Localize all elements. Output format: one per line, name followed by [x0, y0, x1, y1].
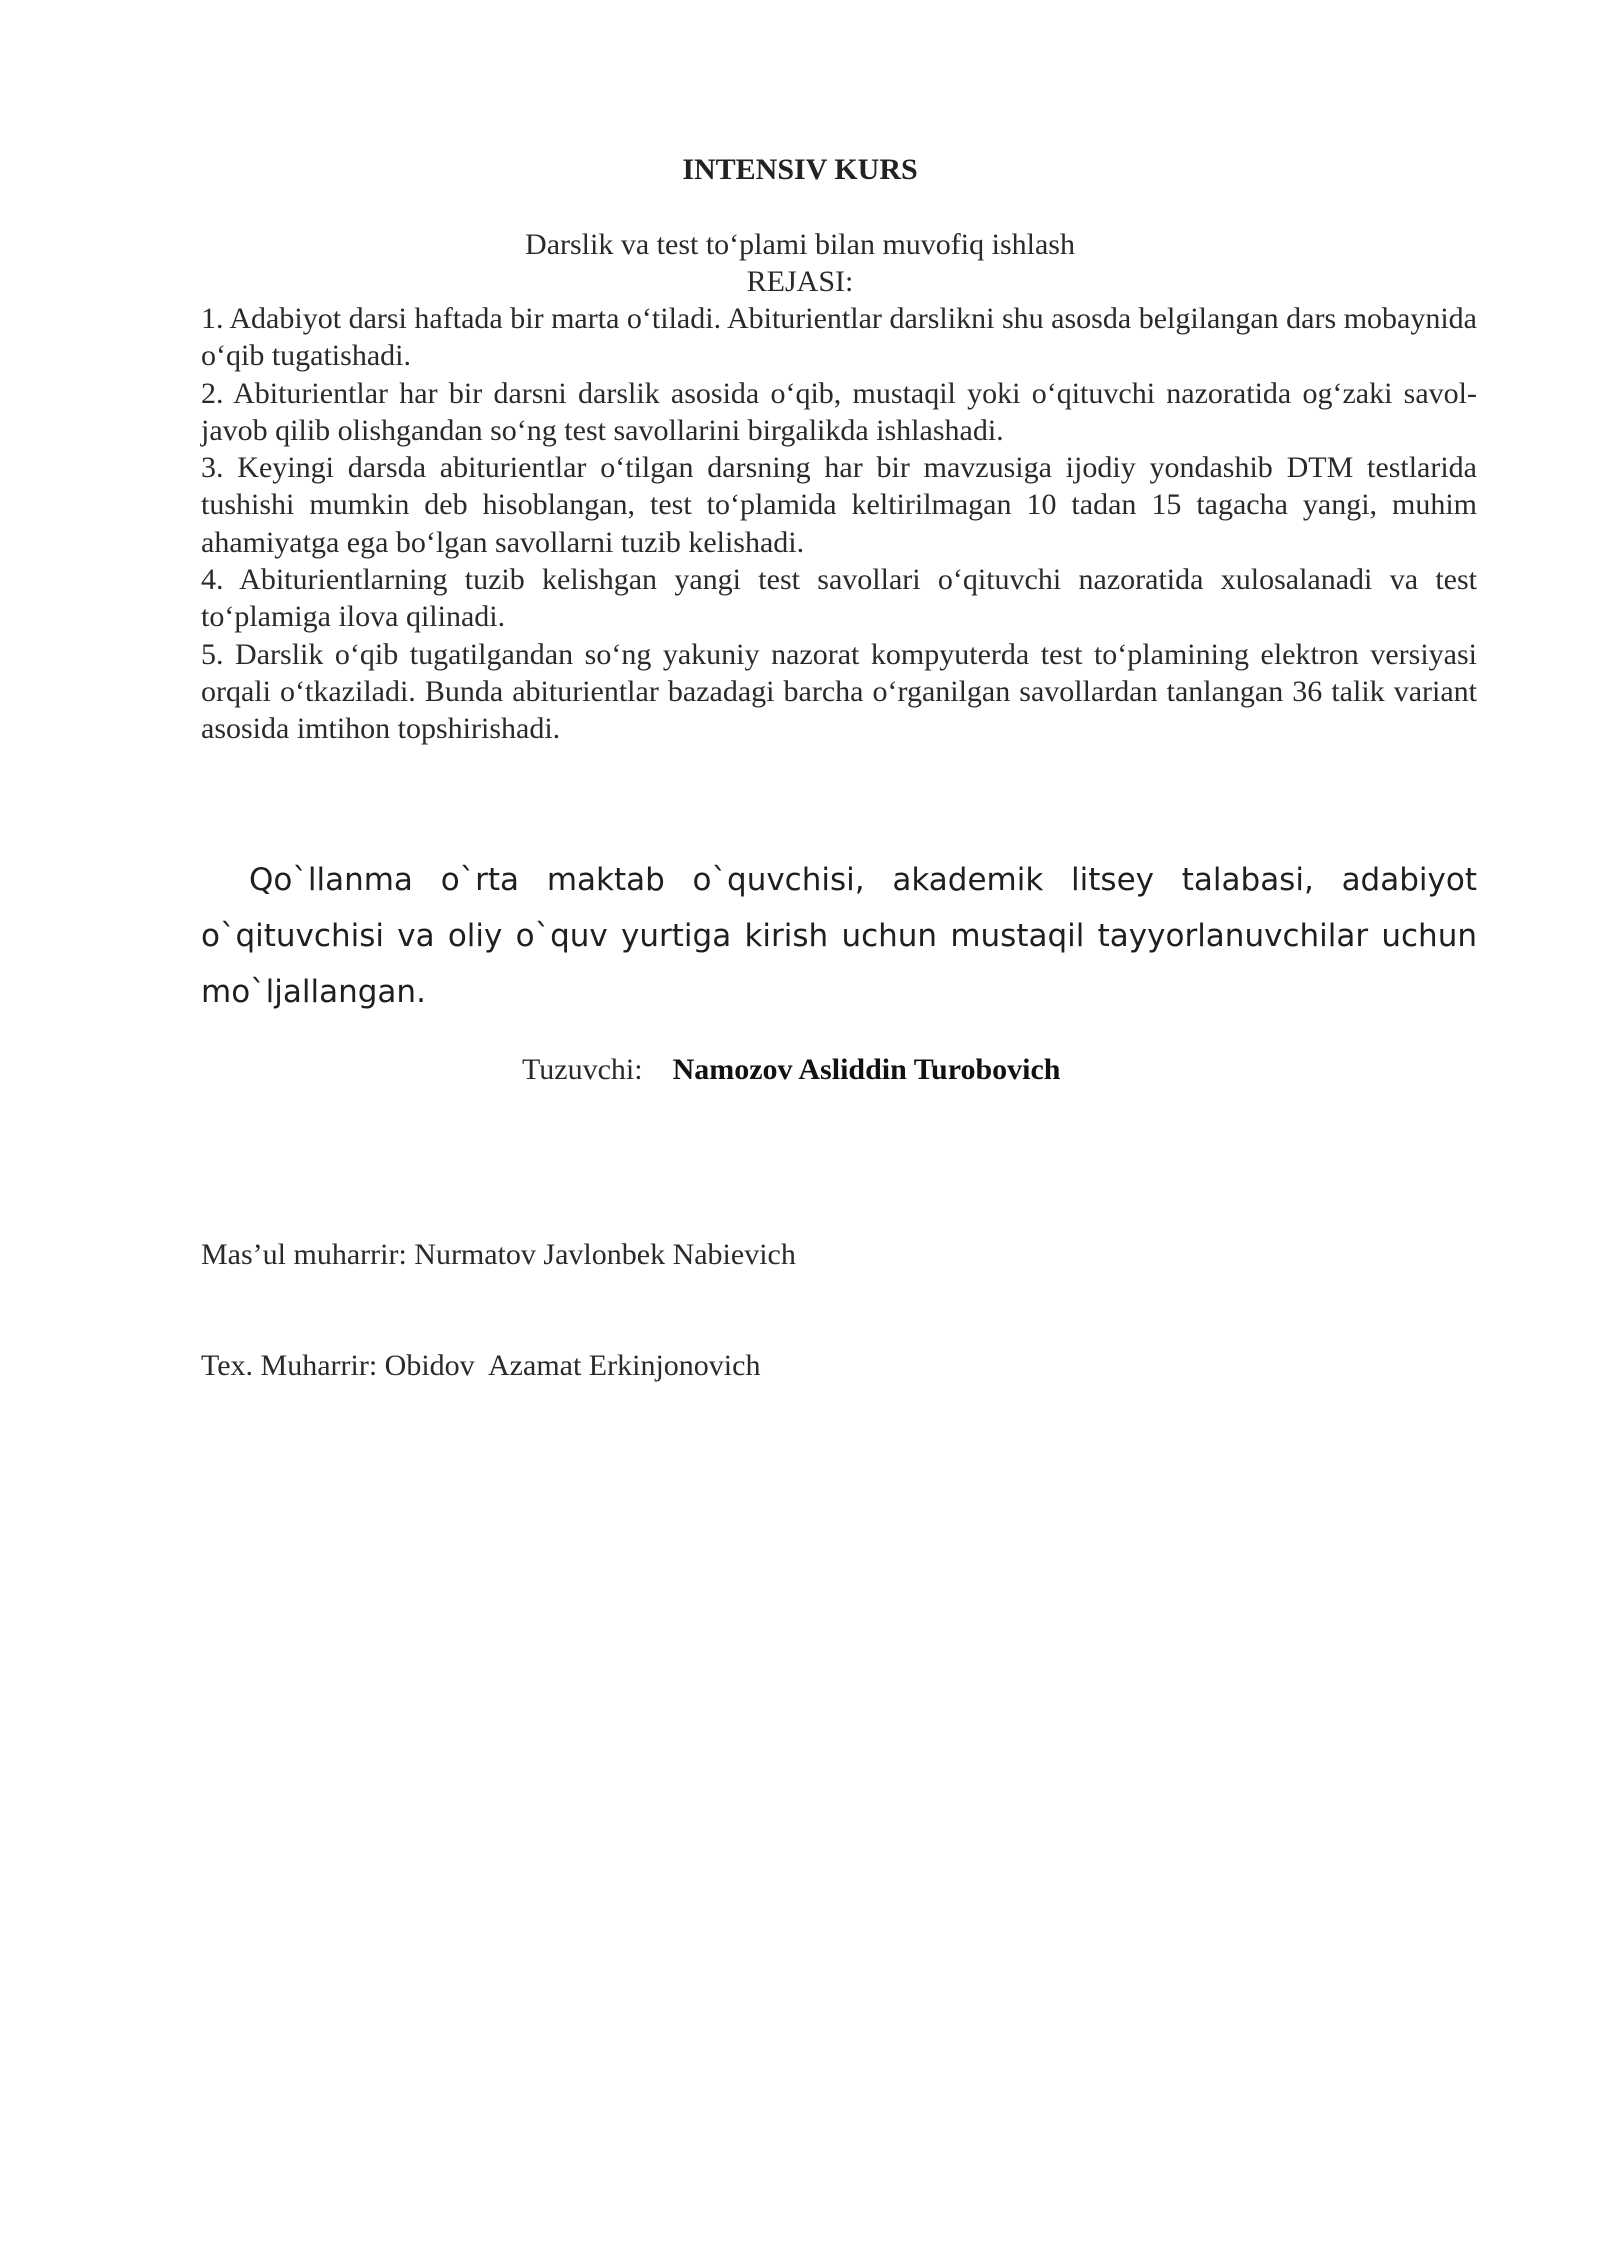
author-name: Namozov Asliddin Turobovich: [672, 1053, 1061, 1086]
editors-block: [201, 1162, 796, 1458]
editor-line: Mas’ul muharrir: Nurmatov Javlonbek Nabievich: [201, 1238, 796, 1271]
author-label: Tuzuvchi:: [522, 1053, 643, 1086]
plan-list: [201, 300, 1477, 748]
plan-item: 5. Darslik o‘qib tugatilgandan so‘ng yakuniy nazorat kompyuterda test to‘plamining elektron versiyasi orqali o‘tkaziladi. Bunda abiturientlar bazadagi barcha o‘rganilgan savollardan tanlangan 36 talik variant asosida imtihon topshirishadi.: [201, 637, 1477, 746]
tech-editor-line: Tex. Muharrir: Obidov Azamat Erkinjonovich: [201, 1349, 761, 1382]
plan-item: 3. Keyingi darsda abiturientlar o‘tilgan darsning har bir mavzusiga ijodiy yondashib DTM testlarida tushishi mumkin deb hisoblangan, test to‘plamida keltirilmagan 10 tadan 15 tagacha yangi, muhim ahamiyatga ega bo‘lgan savollarni tuzib kelishadi.: [201, 451, 1477, 559]
plan-item: 4. Abiturientlarning tuzib kelishgan yangi test savollari o‘qituvchi nazoratida xulosalanadi va test to‘plamiga ilova qilinadi.: [201, 563, 1477, 634]
page-subtitle: Darslik va test to‘plami bilan muvofiq ishlash: [525, 228, 1075, 261]
plan-item: 2. Abiturientlar har bir darsni darslik asosida o‘qib, mustaqil yoki o‘qituvchi nazoratida og‘zaki savol-javob qilib olishgandan so‘ng test savollarini birgalikda ishlashadi.: [201, 376, 1477, 447]
audience-note: Qo`llanma o`rta maktab o`quvchisi, akademik litsey talabasi, adabiyot o`qituvchisi va oliy o`quv yurtiga kirish uchun mustaqil tayyorlanuvchilar uchun mo`ljallangan.: [201, 862, 1477, 1010]
plan-heading: REJASI:: [746, 265, 854, 298]
page-title: INTENSIV KURS: [682, 153, 918, 186]
plan-item: 1. Adabiyot darsi haftada bir marta o‘tiladi. Abiturientlar darslikni shu asosda belgilangan dars mobaynida o‘qib tugatishadi.: [201, 302, 1477, 373]
author-line: [522, 1050, 1060, 1090]
